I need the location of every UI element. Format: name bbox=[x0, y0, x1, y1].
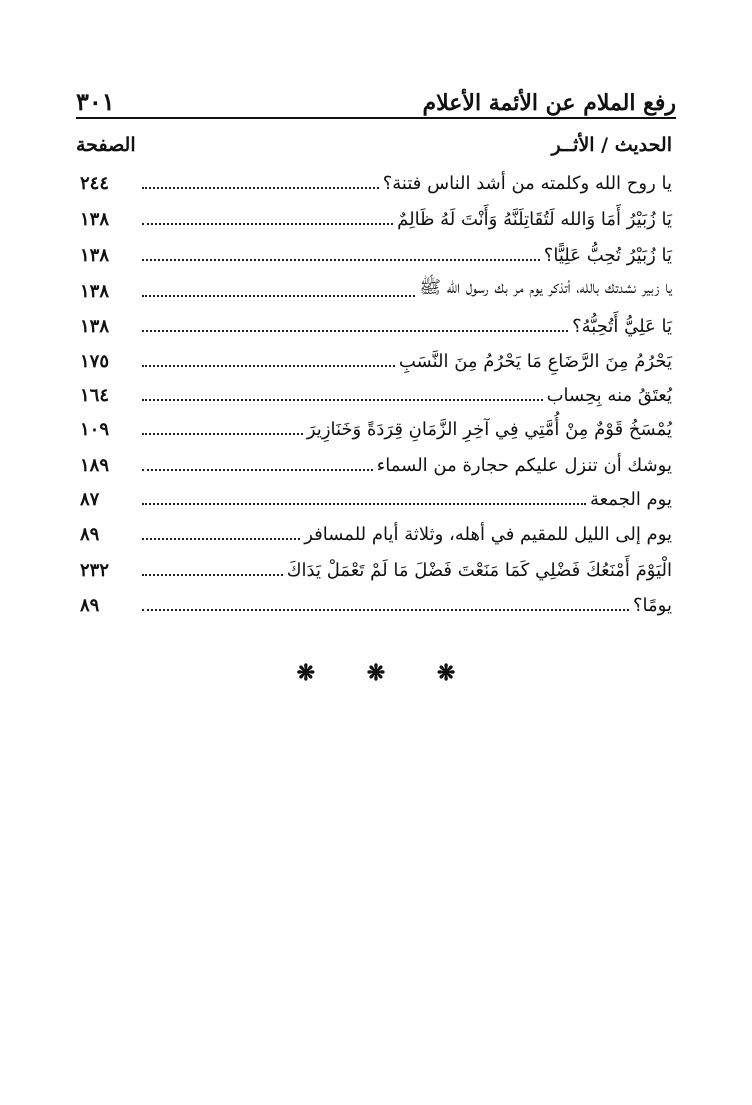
index-row bbox=[80, 482, 672, 510]
dot-leader bbox=[142, 609, 629, 611]
dot-leader bbox=[142, 469, 373, 471]
entry-text: يَا زُبَيْرُ أَمَا وَالله لَتُقَاتِلَنَّهُ وَأَنْتَ لَهُ ظَالِمٌ bbox=[397, 209, 672, 230]
dot-leader bbox=[142, 187, 379, 189]
entry-page: ١٣٨ bbox=[80, 209, 110, 230]
section-end-ornament bbox=[0, 660, 752, 686]
dot-leader bbox=[142, 574, 283, 576]
dot-leader bbox=[142, 223, 393, 225]
entry-page: ٨٧ bbox=[80, 489, 100, 510]
entry-text: يوم الجمعة bbox=[589, 489, 672, 510]
entry-page: ٨٩ bbox=[80, 524, 100, 545]
entry-page: ١٨٩ bbox=[80, 455, 110, 476]
entry-text: يَا عَلِيُّ أَتُحِبُّهُ؟ bbox=[572, 316, 672, 337]
entry-page: ١٣٨ bbox=[80, 316, 110, 337]
asterisk-ornament: ❋ bbox=[436, 660, 456, 686]
entry-page: ٨٩ bbox=[80, 595, 100, 616]
entry-text: يا زبير نشدتك بالله، أتذكر يوم مر بك رسول الله ﷺ bbox=[419, 277, 672, 298]
dot-leader bbox=[142, 259, 540, 261]
entry-text: يوم إلى الليل للمقيم في أهله، وثلاثة أيام للمسافر bbox=[304, 524, 672, 545]
index-row bbox=[80, 274, 672, 302]
entry-page: ١٣٨ bbox=[80, 245, 110, 266]
page-number: ٣٠١ bbox=[76, 87, 115, 116]
index-row bbox=[80, 517, 672, 545]
dot-leader bbox=[142, 433, 303, 435]
index-row bbox=[80, 448, 672, 476]
dot-leader bbox=[142, 330, 568, 332]
entry-text: يُمْسَخُ قَوْمٌ مِنْ أُمَّتِي فِي آخِرِ الزَّمَانِ قِرَدَةً وَخَنَازِيرَ bbox=[306, 419, 672, 440]
dot-leader bbox=[142, 538, 300, 540]
index-row bbox=[80, 202, 672, 230]
entry-text: يومًا؟ bbox=[633, 595, 672, 616]
index-row bbox=[80, 412, 672, 440]
entry-page: ١٦٤ bbox=[80, 385, 110, 406]
entry-text: يَحْرُمُ مِنَ الرَّضَاعِ مَا يَحْرُمُ مِنَ النَّسَبِ bbox=[398, 351, 672, 372]
entry-text: يَا زُبَيْرُ تُحِبُّ عَلِيًّا؟ bbox=[543, 245, 672, 266]
index-row bbox=[80, 378, 672, 406]
page-column-heading: الصفحة bbox=[76, 134, 136, 156]
index-row bbox=[80, 344, 672, 372]
entry-text: الْيَوْمَ أَمْنَعُكَ فَضْلِي كَمَا مَنَعْتَ فَضْلَ مَا لَمْ تَعْمَلْ يَدَاكَ bbox=[286, 560, 672, 581]
entry-page: ٢٤٤ bbox=[80, 173, 110, 194]
index-row bbox=[80, 553, 672, 581]
dot-leader bbox=[142, 295, 415, 297]
hadith-column-heading: الحديث / الأثــر bbox=[551, 134, 672, 156]
asterisk-ornament: ❋ bbox=[296, 660, 316, 686]
index-row bbox=[80, 238, 672, 266]
index-row bbox=[80, 166, 672, 194]
index-row bbox=[80, 588, 672, 616]
dot-leader bbox=[142, 399, 543, 401]
entry-text: يوشك أن تنزل عليكم حجارة من السماء bbox=[376, 455, 672, 476]
index-row bbox=[80, 309, 672, 337]
dot-leader bbox=[142, 503, 586, 505]
entry-text: يا روح الله وكلمته من أشد الناس فتنة؟ bbox=[382, 173, 672, 194]
entry-page: ١٧٥ bbox=[80, 351, 110, 372]
entry-text: يُعتَقُ منه بِحِساب bbox=[546, 385, 672, 406]
entry-page: ٢٣٢ bbox=[80, 560, 110, 581]
asterisk-ornament: ❋ bbox=[366, 660, 386, 686]
entry-page: ١٣٨ bbox=[80, 281, 110, 302]
dot-leader bbox=[142, 365, 395, 367]
entry-page: ١٠٩ bbox=[80, 419, 110, 440]
book-title: رفع الملام عن الأئمة الأعلام bbox=[422, 90, 676, 116]
